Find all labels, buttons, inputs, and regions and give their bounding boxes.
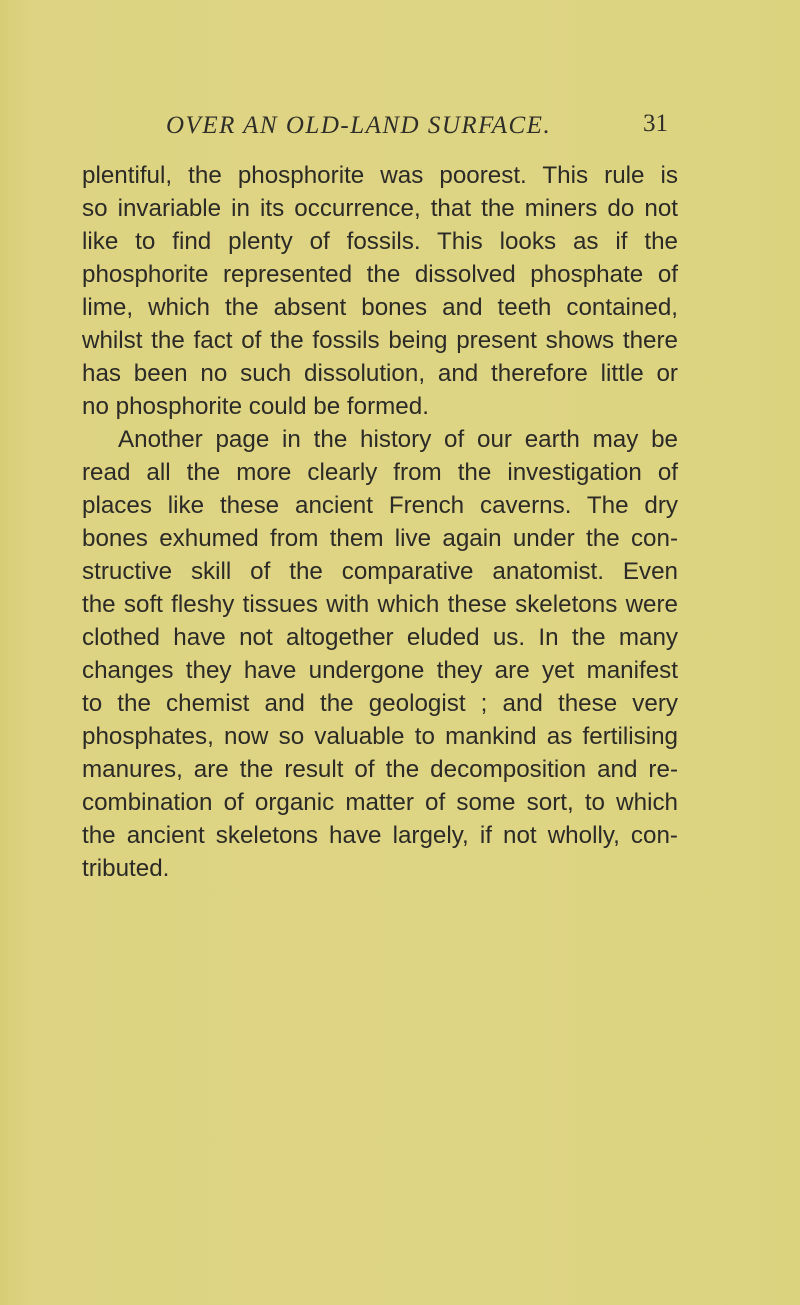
text-line: structive skill of the comparative anatomist. Even xyxy=(82,558,678,585)
text-line: changes they have undergone they are yet manifest xyxy=(82,657,678,684)
text-line: Another page in the history of our earth may be xyxy=(118,426,678,453)
text-line: phosphorite represented the dissolved phosphate of xyxy=(82,261,678,288)
text-line: manures, are the result of the decomposition and re- xyxy=(82,756,678,783)
text-line: places like these ancient French caverns. The dry xyxy=(82,492,678,519)
text-line: to the chemist and the geologist ; and these very xyxy=(82,690,678,717)
body-text xyxy=(82,159,678,885)
text-line: bones exhumed from them live again under the con- xyxy=(82,525,678,552)
text-line: combination of organic matter of some sort, to which xyxy=(82,789,678,816)
text-line: so invariable in its occurrence, that the miners do not xyxy=(82,195,678,222)
text-line: has been no such dissolution, and therefore little or xyxy=(82,360,678,387)
text-line: whilst the fact of the fossils being present shows there xyxy=(82,327,678,354)
text-line: the ancient skeletons have largely, if not wholly, con- xyxy=(82,822,678,849)
text-line: clothed have not altogether eluded us. In the many xyxy=(82,624,678,651)
page-number: 31 xyxy=(643,110,668,137)
text-line: the soft fleshy tissues with which these skeletons were xyxy=(82,591,678,618)
text-line: plentiful, the phosphorite was poorest. This rule is xyxy=(82,162,678,189)
text-line: tributed. xyxy=(82,855,170,882)
text-line: no phosphorite could be formed. xyxy=(82,393,429,420)
text-line: lime, which the absent bones and teeth contained, xyxy=(82,294,678,321)
text-line: like to find plenty of fossils. This looks as if the xyxy=(82,228,678,255)
text-line: phosphates, now so valuable to mankind as fertilising xyxy=(82,723,678,750)
text-line: read all the more clearly from the investigation of xyxy=(82,459,678,486)
running-title: OVER AN OLD-LAND SURFACE. xyxy=(166,112,552,139)
